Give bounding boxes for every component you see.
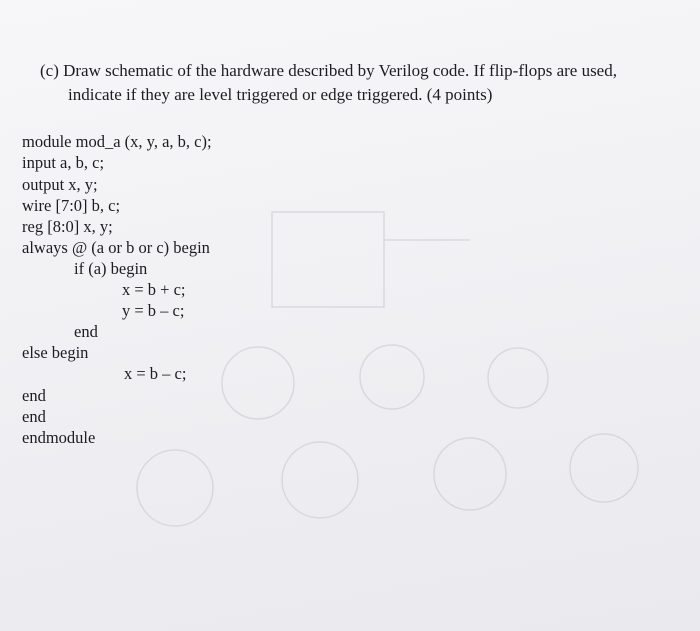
code-line-output: output x, y; [22, 175, 98, 194]
code-line-module: module mod_a (x, y, a, b, c); [22, 132, 212, 151]
code-line-end-always: end [22, 407, 46, 426]
code-line-else: else begin [22, 343, 89, 362]
question-line-2: indicate if they are level triggered or edge triggered. (4 points) [68, 85, 493, 104]
code-line-if: if (a) begin [74, 259, 148, 278]
code-line-x-diff: x = b – c; [124, 364, 187, 383]
code-line-always: always @ (a or b or c) begin [22, 238, 210, 257]
code-line-endmodule: endmodule [22, 428, 96, 447]
code-line-wire: wire [7:0] b, c; [22, 196, 121, 215]
code-line-y-diff: y = b – c; [122, 301, 185, 320]
code-line-end-if: end [74, 322, 98, 341]
question-line-1: (c) Draw schematic of the hardware described by Verilog code. If flip-flops are used, [40, 61, 617, 80]
code-line-x-sum: x = b + c; [122, 280, 186, 299]
code-line-end-else: end [22, 386, 46, 405]
code-line-input: input a, b, c; [22, 153, 105, 172]
code-line-reg: reg [8:0] x, y; [22, 217, 113, 236]
